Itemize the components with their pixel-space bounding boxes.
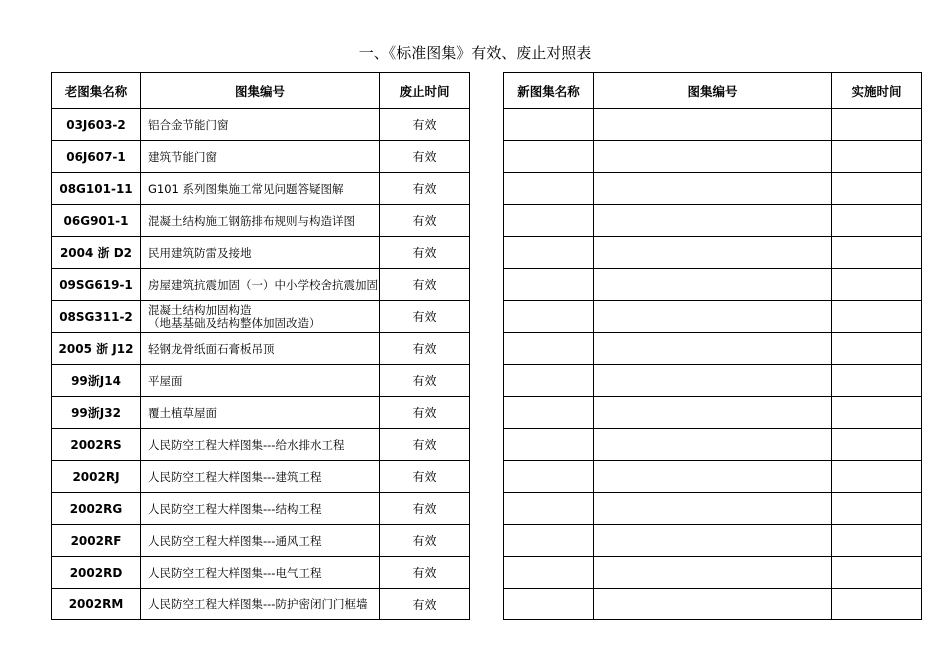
atlas-name-text: 人民防空工程大样图集---通风工程 (148, 533, 322, 548)
table-row (504, 205, 922, 237)
implement-time-cell (832, 589, 922, 620)
table-row (504, 525, 922, 557)
atlas-name-text: 人民防空工程大样图集---防护密闭门门框墙 (148, 597, 368, 611)
new-atlas-number-cell (594, 141, 832, 173)
atlas-code: 2002RD (52, 557, 141, 589)
atlas-name (141, 493, 380, 525)
atlas-status: 有效 (380, 589, 470, 620)
table-row (52, 141, 470, 173)
new-atlas-name-cell (504, 109, 594, 141)
new-atlas-number-cell (594, 237, 832, 269)
header-implement-time: 实施时间 (832, 73, 922, 109)
header-atlas-number: 图集编号 (141, 73, 380, 109)
atlas-name (141, 429, 380, 461)
atlas-code: 2002RG (52, 493, 141, 525)
atlas-name (141, 461, 380, 493)
table-row (504, 461, 922, 493)
atlas-name-text: 人民防空工程大样图集---建筑工程 (148, 469, 322, 484)
atlas-code: 2005 浙 J12 (52, 333, 141, 365)
table-row (52, 365, 470, 397)
new-atlas-name-cell (504, 205, 594, 237)
atlas-code: 08G101-11 (52, 173, 141, 205)
atlas-name (141, 333, 380, 365)
table-row (52, 397, 470, 429)
table-row (504, 269, 922, 301)
new-atlas-number-cell (594, 365, 832, 397)
atlas-status: 有效 (380, 397, 470, 429)
table-row (52, 525, 470, 557)
atlas-name-text: 铝合金节能门窗 (148, 117, 229, 132)
implement-time-cell (832, 301, 922, 333)
atlas-name (141, 557, 380, 589)
atlas-code: 09SG619-1 (52, 269, 141, 301)
new-atlas-number-cell (594, 493, 832, 525)
implement-time-cell (832, 333, 922, 365)
implement-time-cell (832, 557, 922, 589)
atlas-name-text: 人民防空工程大样图集---电气工程 (148, 565, 322, 580)
page-title: 一、《标准图集》有效、废止对照表 (358, 44, 592, 62)
atlas-code: 2002RF (52, 525, 141, 557)
new-atlas-name-cell (504, 493, 594, 525)
new-table-header-row (504, 73, 922, 109)
table-row (52, 269, 470, 301)
header-old-atlas-name: 老图集名称 (52, 73, 141, 109)
atlas-name-text: 房屋建筑抗震加固（一）中小学校舍抗震加固 (148, 277, 378, 292)
atlas-name-text: 建筑节能门窗 (148, 149, 217, 164)
atlas-code: 06J607-1 (52, 141, 141, 173)
atlas-status: 有效 (380, 333, 470, 365)
atlas-name (141, 589, 380, 620)
header-new-atlas-name: 新图集名称 (504, 73, 594, 109)
atlas-code: 03J603-2 (52, 109, 141, 141)
atlas-status: 有效 (380, 493, 470, 525)
table-row (504, 333, 922, 365)
atlas-status: 有效 (380, 269, 470, 301)
implement-time-cell (832, 525, 922, 557)
new-atlas-number-cell (594, 269, 832, 301)
atlas-code: 08SG311-2 (52, 301, 141, 333)
implement-time-cell (832, 461, 922, 493)
atlas-name-text: 轻钢龙骨纸面石膏板吊顶 (148, 341, 275, 356)
implement-time-cell (832, 429, 922, 461)
new-atlas-name-cell (504, 141, 594, 173)
new-atlas-name-cell (504, 461, 594, 493)
table-row (52, 429, 470, 461)
atlas-code: 2002RM (52, 589, 141, 620)
atlas-name-text: 人民防空工程大样图集---结构工程 (148, 501, 322, 516)
new-atlas-number-cell (594, 301, 832, 333)
implement-time-cell (832, 365, 922, 397)
atlas-name (141, 109, 380, 141)
old-table-header-row (52, 73, 470, 109)
new-atlas-name-cell (504, 269, 594, 301)
atlas-name-text: 民用建筑防雷及接地 (148, 245, 252, 260)
table-row (504, 589, 922, 620)
table-row (504, 173, 922, 205)
new-atlas-name-cell (504, 301, 594, 333)
atlas-name (141, 269, 380, 301)
atlas-name (141, 173, 380, 205)
table-row (504, 493, 922, 525)
atlas-code: 2002RJ (52, 461, 141, 493)
header-abolish-time: 废止时间 (380, 73, 470, 109)
atlas-status: 有效 (380, 557, 470, 589)
table-row (504, 557, 922, 589)
table-row (52, 461, 470, 493)
new-atlas-name-cell (504, 589, 594, 620)
table-row (52, 493, 470, 525)
new-atlas-number-cell (594, 461, 832, 493)
atlas-name-text: G101 系列图集施工常见问题答疑图解 (148, 181, 344, 196)
atlas-name-text: 平屋面 (148, 373, 183, 388)
atlas-name (141, 525, 380, 557)
new-atlas-number-cell (594, 333, 832, 365)
table-row (52, 557, 470, 589)
atlas-status: 有效 (380, 173, 470, 205)
atlas-code: 2004 浙 D2 (52, 237, 141, 269)
atlas-name (141, 301, 380, 333)
atlas-name (141, 365, 380, 397)
atlas-name-text: 混凝土结构施工钢筋排布规则与构造详图 (148, 213, 355, 228)
table-row (504, 429, 922, 461)
new-atlas-name-cell (504, 557, 594, 589)
atlas-name (141, 205, 380, 237)
new-atlas-number-cell (594, 557, 832, 589)
atlas-name (141, 141, 380, 173)
atlas-code: 99浙J32 (52, 397, 141, 429)
atlas-status: 有效 (380, 525, 470, 557)
implement-time-cell (832, 205, 922, 237)
new-atlas-name-cell (504, 397, 594, 429)
table-row (52, 237, 470, 269)
new-atlas-number-cell (594, 589, 832, 620)
table-row (52, 173, 470, 205)
table-row (504, 141, 922, 173)
table-row (504, 365, 922, 397)
new-atlas-number-cell (594, 173, 832, 205)
atlas-status: 有效 (380, 109, 470, 141)
implement-time-cell (832, 493, 922, 525)
new-atlas-number-cell (594, 205, 832, 237)
new-atlas-name-cell (504, 237, 594, 269)
atlas-name-text: 混凝土结构加固构造 (148, 302, 252, 317)
atlas-status: 有效 (380, 237, 470, 269)
new-atlas-name-cell (504, 429, 594, 461)
atlas-status: 有效 (380, 141, 470, 173)
table-row (504, 237, 922, 269)
new-atlas-name-cell (504, 525, 594, 557)
atlas-status: 有效 (380, 429, 470, 461)
old-atlas-table (51, 72, 470, 620)
new-atlas-number-cell (594, 525, 832, 557)
new-atlas-number-cell (594, 397, 832, 429)
new-atlas-name-cell (504, 173, 594, 205)
atlas-status: 有效 (380, 301, 470, 333)
atlas-status: 有效 (380, 205, 470, 237)
table-row (504, 109, 922, 141)
table-row (52, 109, 470, 141)
new-atlas-name-cell (504, 365, 594, 397)
atlas-code: 06G901-1 (52, 205, 141, 237)
table-row (52, 301, 470, 333)
atlas-status: 有效 (380, 365, 470, 397)
new-atlas-name-cell (504, 333, 594, 365)
table-row (52, 205, 470, 237)
atlas-name-text: 人民防空工程大样图集---给水排水工程 (148, 437, 345, 452)
header-new-atlas-number: 图集编号 (594, 73, 832, 109)
new-atlas-number-cell (594, 429, 832, 461)
table-row (504, 301, 922, 333)
atlas-code: 2002RS (52, 429, 141, 461)
implement-time-cell (832, 173, 922, 205)
atlas-name (141, 237, 380, 269)
atlas-code: 99浙J14 (52, 365, 141, 397)
atlas-name-text: 覆土植草屋面 (148, 405, 217, 420)
implement-time-cell (832, 109, 922, 141)
implement-time-cell (832, 141, 922, 173)
implement-time-cell (832, 397, 922, 429)
table-row (52, 589, 470, 620)
table-row (52, 333, 470, 365)
atlas-name-text: （地基基础及结构整体加固改造） (148, 315, 321, 330)
implement-time-cell (832, 237, 922, 269)
implement-time-cell (832, 269, 922, 301)
atlas-name (141, 397, 380, 429)
table-row (504, 397, 922, 429)
new-atlas-table (503, 72, 922, 620)
atlas-status: 有效 (380, 461, 470, 493)
new-atlas-number-cell (594, 109, 832, 141)
